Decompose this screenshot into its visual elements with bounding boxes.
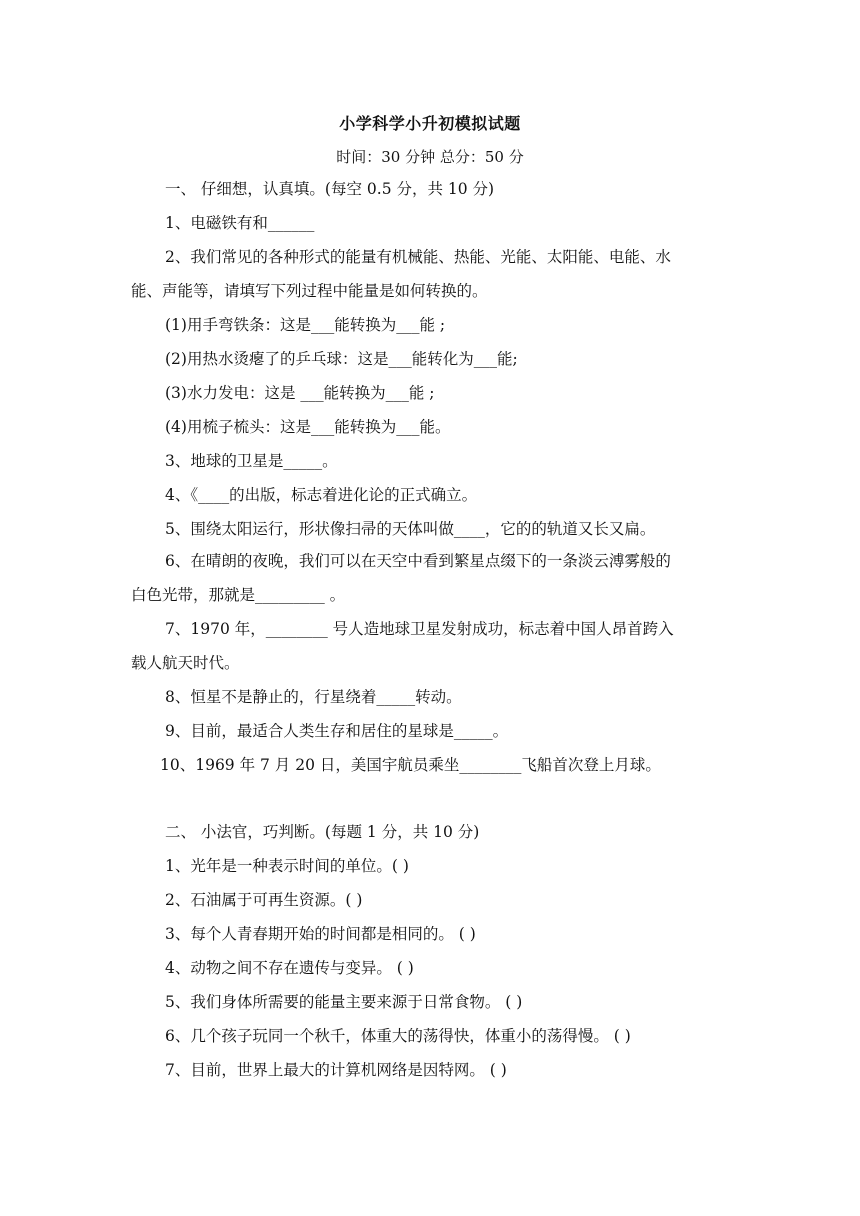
question-2-2: 2、石油属于可再生资源。( )	[165, 891, 363, 909]
page-title: 小学科学小升初模拟试题	[339, 114, 521, 133]
question-2-6: 6、几个孩子玩同一个秋千，体重大的荡得快，体重小的荡得慢。 ( )	[165, 1027, 631, 1045]
section2-heading: 二、 小法官，巧判断。(每题 1 分，共 10 分)	[165, 823, 480, 841]
question-1-9: 9、目前，最适合人类生存和居住的星球是_____。	[165, 722, 509, 740]
question-1-2-line2: 能、声能等，请填写下列过程中能量是如何转换的。	[131, 282, 488, 300]
question-1-2-a: (1)用手弯铁条：这是___能转换为___能 ;	[165, 316, 446, 334]
question-1-1: 1、电磁铁有和______	[165, 214, 315, 232]
question-1-7-line2: 载人航天时代。	[131, 654, 240, 672]
question-1-7-line1: 7、1970 年，________ 号人造地球卫星发射成功，标志着中国人昂首跨入	[165, 620, 674, 638]
question-2-3: 3、每个人青春期开始的时间都是相同的。 ( )	[165, 925, 476, 943]
question-2-5: 5、我们身体所需要的能量主要来源于日常食物。 ( )	[165, 993, 523, 1011]
question-2-1: 1、光年是一种表示时间的单位。( )	[165, 857, 409, 875]
question-1-8: 8、恒星不是静止的，行星绕着_____转动。	[165, 688, 462, 706]
question-1-4: 4、《____的出版，标志着进化论的正式确立。	[165, 486, 478, 504]
exam-info: 时间：30 分钟 总分：50 分	[336, 148, 524, 166]
question-1-2-c: (3)水力发电：这是 ___能转换为___能 ;	[165, 384, 435, 402]
question-1-3: 3、地球的卫星是_____。	[165, 452, 338, 470]
question-1-10: 10、1969 年 7 月 20 日，美国宇航员乘坐________飞船首次登上月球。	[160, 756, 661, 774]
question-1-6-line1: 6、在晴朗的夜晚，我们可以在天空中看到繁星点缀下的一条淡云溥雾般的	[165, 552, 671, 570]
question-1-2-b: (2)用热水烫瘪了的乒乓球：这是___能转化为___能;	[165, 350, 518, 368]
section1-heading: 一、 仔细想，认真填。(每空 0.5 分，共 10 分)	[165, 180, 495, 198]
question-1-2-line1: 2、我们常见的各种形式的能量有机械能、热能、光能、太阳能、电能、水	[165, 248, 671, 266]
question-2-7: 7、目前，世界上最大的计算机网络是因特网。 ( )	[165, 1061, 507, 1079]
question-2-4: 4、动物之间不存在遗传与变异。 ( )	[165, 959, 414, 977]
question-1-5: 5、围绕太阳运行，形状像扫帚的天体叫做____，它的的轨道又长又扁。	[165, 520, 656, 538]
question-1-6-line2: 白色光带，那就是_________ 。	[131, 586, 346, 604]
question-1-2-d: (4)用梳子梳头：这是___能转换为___能。	[165, 418, 451, 436]
